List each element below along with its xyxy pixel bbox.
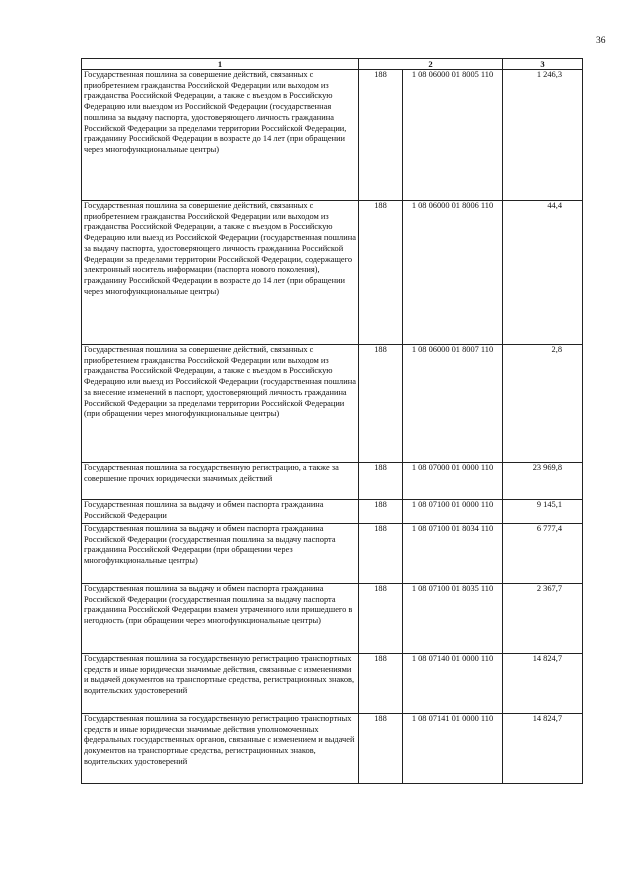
- table-row: [82, 714, 583, 784]
- amount-cell: 1 246,3: [503, 70, 583, 201]
- administrator-code-cell: 188: [359, 500, 403, 524]
- budget-code-cell: 1 08 06000 01 8006 110: [403, 201, 503, 345]
- table-row: [82, 463, 583, 500]
- revenue-name-cell: Государственная пошлина за государственную регистрацию транспортных средств и иные юридически значимые действия, связанные с изменениями и выдачей документов на транспортные средства, регистрационных знаков, водительских удостоверений: [82, 654, 359, 714]
- table-row: [82, 584, 583, 654]
- revenue-name-cell: Государственная пошлина за выдачу и обмен паспорта гражданина Российской Федерации (государственная пошлина за выдачу паспорта гражданина Российской Федерации (при обращении через многофункциональные центры): [82, 524, 359, 584]
- administrator-code-cell: 188: [359, 714, 403, 784]
- budget-code-cell: 1 08 07100 01 0000 110: [403, 500, 503, 524]
- amount-cell: 9 145,1: [503, 500, 583, 524]
- amount-cell: 2,8: [503, 345, 583, 463]
- budget-code-cell: 1 08 07100 01 8034 110: [403, 524, 503, 584]
- budget-code-cell: 1 08 07000 01 0000 110: [403, 463, 503, 500]
- budget-code-cell: 1 08 06000 01 8005 110: [403, 70, 503, 201]
- page-number: 36: [596, 36, 606, 46]
- budget-code-cell: 1 08 06000 01 8007 110: [403, 345, 503, 463]
- revenue-name-cell: Государственная пошлина за совершение действий, связанных с приобретением гражданства Российской Федерации или выходом из гражданства Российской Федерации, а также с въездом в Российскую Федерацию или выезд из Российской Федерации (государственная пошлина за внесение изменений в паспорт, удостоверяющий личность гражданина Российской Федерации за пределами территории Российской Федерации (при обращении через многофункциональные центры): [82, 345, 359, 463]
- administrator-code-cell: 188: [359, 70, 403, 201]
- revenue-name-cell: Государственная пошлина за выдачу и обмен паспорта гражданина Российской Федерации (государственная пошлина за выдачу паспорта гражданина Российской Федерации взамен утраченного или пришедшего в негодность (при обращении через многофункциональные центры): [82, 584, 359, 654]
- revenue-name-cell: Государственная пошлина за выдачу и обмен паспорта гражданина Российской Федерации: [82, 500, 359, 524]
- administrator-code-cell: 188: [359, 654, 403, 714]
- amount-cell: 14 824,7: [503, 654, 583, 714]
- table-row: [82, 500, 583, 524]
- administrator-code-cell: 188: [359, 201, 403, 345]
- table-row: [82, 201, 583, 345]
- amount-cell: 23 969,8: [503, 463, 583, 500]
- budget-code-cell: 1 08 07140 01 0000 110: [403, 654, 503, 714]
- administrator-code-cell: 188: [359, 463, 403, 500]
- administrator-code-cell: 188: [359, 524, 403, 584]
- budget-code-cell: 1 08 07100 01 8035 110: [403, 584, 503, 654]
- amount-cell: 44,4: [503, 201, 583, 345]
- table-header-row: [82, 59, 583, 70]
- column-header: 1: [82, 59, 359, 70]
- revenue-name-cell: Государственная пошлина за совершение действий, связанных с приобретением гражданства Российской Федерации или выходом из гражданства Российской Федерации, а также с въездом в Российскую Федерацию или выездом из Российской Федерации (государственная пошлина за выдачу паспорта, удостоверяющего личность гражданина Российской Федерации за пределами территории Российской Федерации, гражданину Российской Федерации в возрасте до 14 лет (при обращении через многофункциональные центры): [82, 70, 359, 201]
- table-row: [82, 70, 583, 201]
- budget-revenue-table: [81, 58, 583, 784]
- column-header: 3: [503, 59, 583, 70]
- table-row: [82, 524, 583, 584]
- revenue-name-cell: Государственная пошлина за государственную регистрацию транспортных средств и иные юридически значимые действия уполномоченных федеральных государственных органов, связанные с изменением и выдачей документов на транспортные средства, регистрационных знаков, водительских удостоверений: [82, 714, 359, 784]
- table-row: [82, 654, 583, 714]
- column-header: 2: [359, 59, 503, 70]
- amount-cell: 2 367,7: [503, 584, 583, 654]
- table-row: [82, 345, 583, 463]
- administrator-code-cell: 188: [359, 584, 403, 654]
- revenue-name-cell: Государственная пошлина за государственную регистрацию, а также за совершение прочих юридически значимых действий: [82, 463, 359, 500]
- amount-cell: 6 777,4: [503, 524, 583, 584]
- amount-cell: 14 824,7: [503, 714, 583, 784]
- administrator-code-cell: 188: [359, 345, 403, 463]
- budget-code-cell: 1 08 07141 01 0000 110: [403, 714, 503, 784]
- revenue-name-cell: Государственная пошлина за совершение действий, связанных с приобретением гражданства Российской Федерации или выходом из гражданства Российской Федерации, а также с въездом в Российскую Федерацию или выезд из Российской Федерации (государственная пошлина за выдачу паспорта, удостоверяющего личность гражданина Российской Федерации за пределами территории Российской Федерации, содержащего электронный носитель информации (паспорта нового поколения), гражданину Российской Федерации в возрасте до 14 лет (при обращении через многофункциональные центры): [82, 201, 359, 345]
